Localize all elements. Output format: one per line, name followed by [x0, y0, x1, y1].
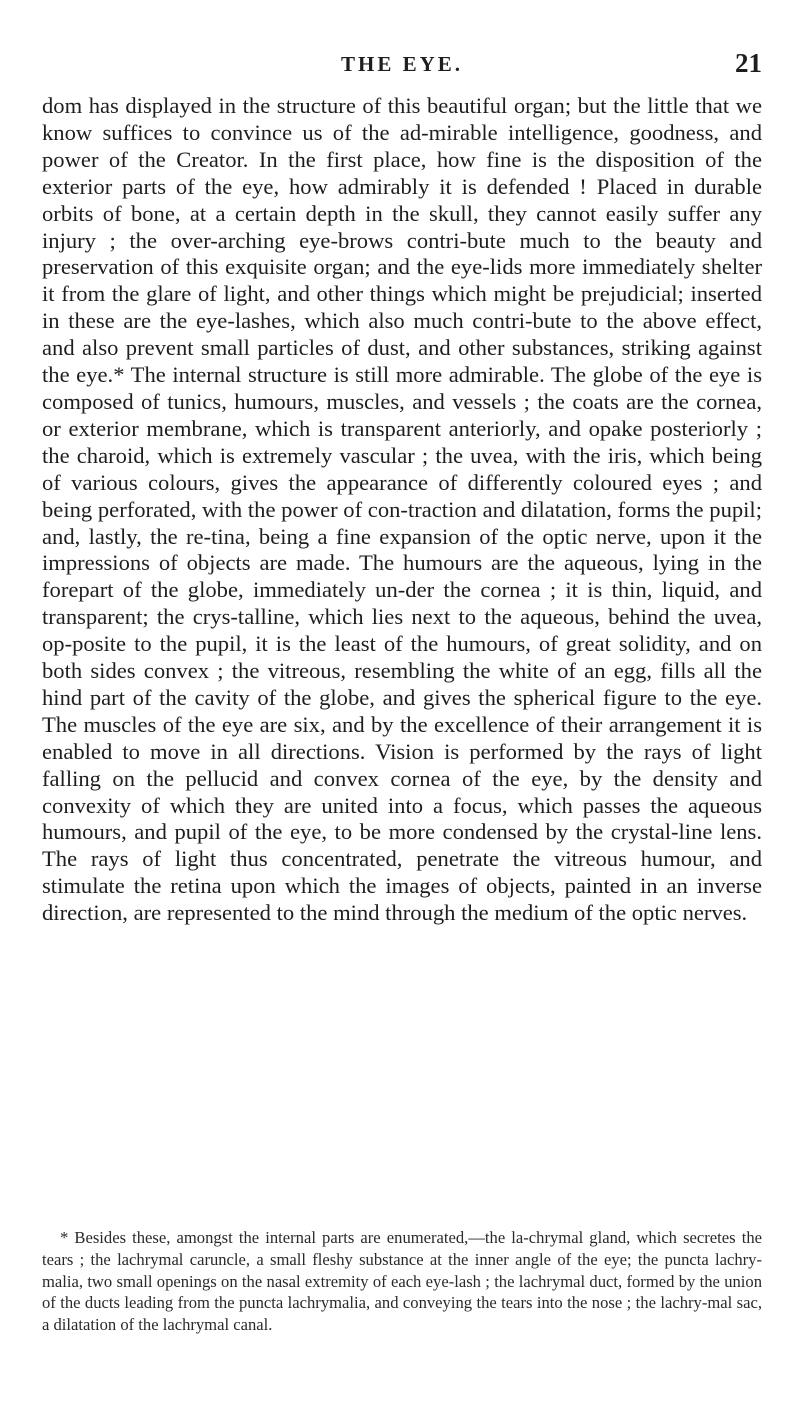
body-paragraph: dom has displayed in the structure of this beautiful organ; but the little that we know suffices to convince us of the ad-mirable intelligence, goodness, and power of the Creator. In the first place, how fine is the disposition of the exterior parts of the eye, how admirably it is defended ! Placed in durable orbits of bone, at a certain depth in the skull, they cannot easily suffer any injury ; the over-arching eye-brows contri-bute much to the beauty and preservation of this exquisite organ; and the eye-lids more immediately shelter it from the glare of light, and other things which might be prejudicial; inserted in these are the eye-lashes, which also much contri-bute to the above effect, and also prevent small particles of dust, and other substances, striking against the eye.* The internal structure is still more admirable. The globe of the eye is composed of tunics, humours, muscles, and vessels ; the coats are the cornea, or exterior membrane, which is transparent anteriorly, and opake posteriorly ; the charoid, which is extremely vascular ; the uvea, with the iris, which being of various colours, gives the appearance of differently coloured eyes ; and being perforated, with the power of con-traction and dilatation, forms the pupil; and, lastly, the re-tina, being a fine expansion of the optic nerve, upon it the impressions of objects are made. The humours are the aqueous, lying in the forepart of the globe, immediately un-der the cornea ; it is thin, liquid, and transparent; the crys-talline, which lies next to the aqueous, behind the uvea, op-posite to the pupil, it is the least of the humours, of great solidity, and on both sides convex ; the vitreous, resembling the white of an egg, fills all the hind part of the cavity of the globe, and gives the spherical figure to the eye. The muscles of the eye are six, and by the excellence of their arrangement it is enabled to move in all directions. Vision is performed by the rays of light falling on the pellucid and convex cornea of the eye, by the density and convexity of which they are united into a focus, which passes the aqueous humours, and pupil of the eye, to be more condensed by the crystal-line lens. The rays of light thus concentrated, penetrate the vitreous humour, and stimulate the retina upon which the images of objects, painted in an inverse direction, are represented to the mind through the medium of the optic nerves.	[42, 93, 762, 926]
footnote: * Besides these, amongst the internal parts are enumerated,—the la-chrymal gland, which secretes the tears ; the lachrymal caruncle, a small fleshy substance at the inner angle of the eye; the puncta lachry-malia, two small openings on the nasal extremity of each eye-lash ; the lachrymal duct, formed by the union of the ducts leading from the puncta lachrymalia, and conveying the tears into the nose ; the lachry-mal sac, a dilatation of the lachrymal canal.	[42, 1228, 762, 1335]
page-number: 21	[735, 48, 762, 78]
running-title: THE EYE.	[340, 52, 464, 76]
page-header	[42, 48, 762, 86]
